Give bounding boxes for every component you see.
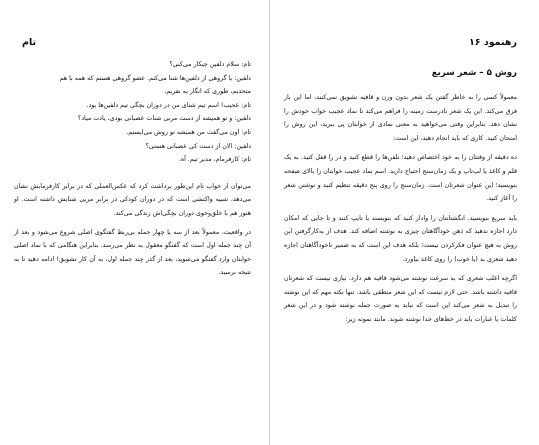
body-paragraph: ده دقیقه از وقتتان را به خود اختصاص دهید؛ تلفن‌ها را قطع کنید و در را قفل کنید. به یک قلم و کاغذ یا لپ‌تاپ و یک زمان‌سنج احتیاج دارید. اسم نماد عجیب خوابتان را بالای صفحه بنویسید؛ این عنوان شعرتان است. زمان‌سنج را روی پنج دقیقه تنظیم کنید و نوشتن شعر را آغاز کنید. bbox=[284, 154, 517, 203]
section-title: روش ۵ – شعر سریع bbox=[431, 68, 517, 78]
dialogue-line: تام: سلام دلفین چیکار می‌کنی؟ bbox=[169, 61, 251, 68]
dialogue-line: تام: اون می‌گفت من همیشه تو روش می‌ایستم. bbox=[126, 128, 251, 136]
body-paragraph: در واقعیت، معمولاً بعد از سه یا چهار جمله بی‌ربط گفتگوی اصلی شروع می‌شود و بعد از آن چند جمله اول است که گفتگو معقول به نظر می‌رسد. بنابراین هنگامی که با نماد اصلی خوابتان وارد گفتگو می‌شوید، بعد از گذر چند جمله اول، به آن کار تشویق! ادامه دهید تا به نتیجه برسید. bbox=[14, 228, 251, 277]
body-paragraph: باید سریع بنویسید. انگشتانتان را وادار کنید که بنویسند یا تایپ کنند و تا جایی که امکان دارد اجازه ندهید که ذهن خودآگاهتان چیزی به نوشته اضافه کند. هدف از به‌کارگرفتن این روش به هیچ عنوان فکرکردن نیست؛ بلکه هدف این است که به ضمیر ناخودآگاهتان اجازه دهید شعری بد (یا خوب) را روی کاغذ بیاورد. bbox=[284, 214, 517, 263]
left-page-header: تام bbox=[22, 37, 37, 48]
right-page-header: رهنمود ۱۶ bbox=[468, 37, 517, 48]
left-body bbox=[14, 180, 251, 280]
body-paragraph: معمولاً کسی را به خاطر گفتن یک شعر بدون وزن و قافیه تشویق نمی‌کنند، اما این بار فرق می‌کند. این یک شعر نادرست زمینه را فراهم می‌کند تا نماد عجیب خواب خودش را نشان دهد. بنابراین وقتی می‌خواهید به معنی نمادی از خوابتان پی ببرید، این روش را امتحان کنید. کاری که باید انجام دهید، این است: bbox=[284, 94, 517, 142]
body-paragraph: اگرچه اغلب شعری که به سرعت نوشته می‌شود قافیه هم دارد، نیازی نیست که شعرتان قافیه داشته باشد. حتی لازم نیست که این شعر منطقی باشد. تنها نکته مهم که این نوشته را تبدیل به شعر می‌کند این است که نباید به صورت جمله نوشته شود و در این شعر کلمات یا عبارات باید در خط‌های جدا نوشته شوند. مانند نمونه زیر: bbox=[284, 275, 517, 323]
dialogue-line: دلفین: با گروهی از دلفین‌ها شنا می‌کنم. عضو گروهی هستم که همه با هم bbox=[59, 74, 251, 82]
left-page bbox=[0, 0, 269, 445]
dialogue-line: دلفین: الان از دست کی عصبانی هستی؟ bbox=[145, 142, 251, 150]
body-paragraph: می‌توان از خواب تام این‌طور برداشت کرد که عکس‌العملی که در برابر کارفرمایش نشان می‌دهد، شبیه واکنشی است که در دوران کودکی در برابر مربی شنایش داشته است. او هنوز هم با خلق‌وخوی دوران بچگی‌اش زندگی می‌کند. bbox=[14, 182, 251, 217]
dialogue-block bbox=[14, 58, 251, 167]
dialogue-line: تام: کارفرمام، مدیر تیم. آه. bbox=[178, 156, 251, 164]
dialogue-line: دلفین: و تو همیشه از دست مربی شنات عصبانی بودی، یادت میاد؟ bbox=[77, 115, 251, 123]
dialogue-line: تام: عجیب! اسم تیم شنای من در دوران بچگی تیم دلفین‌ها بود. bbox=[86, 101, 251, 109]
dialogue-line: متحدیم، طوری که انگار یه نفریم. bbox=[164, 88, 251, 96]
right-page bbox=[270, 0, 539, 445]
